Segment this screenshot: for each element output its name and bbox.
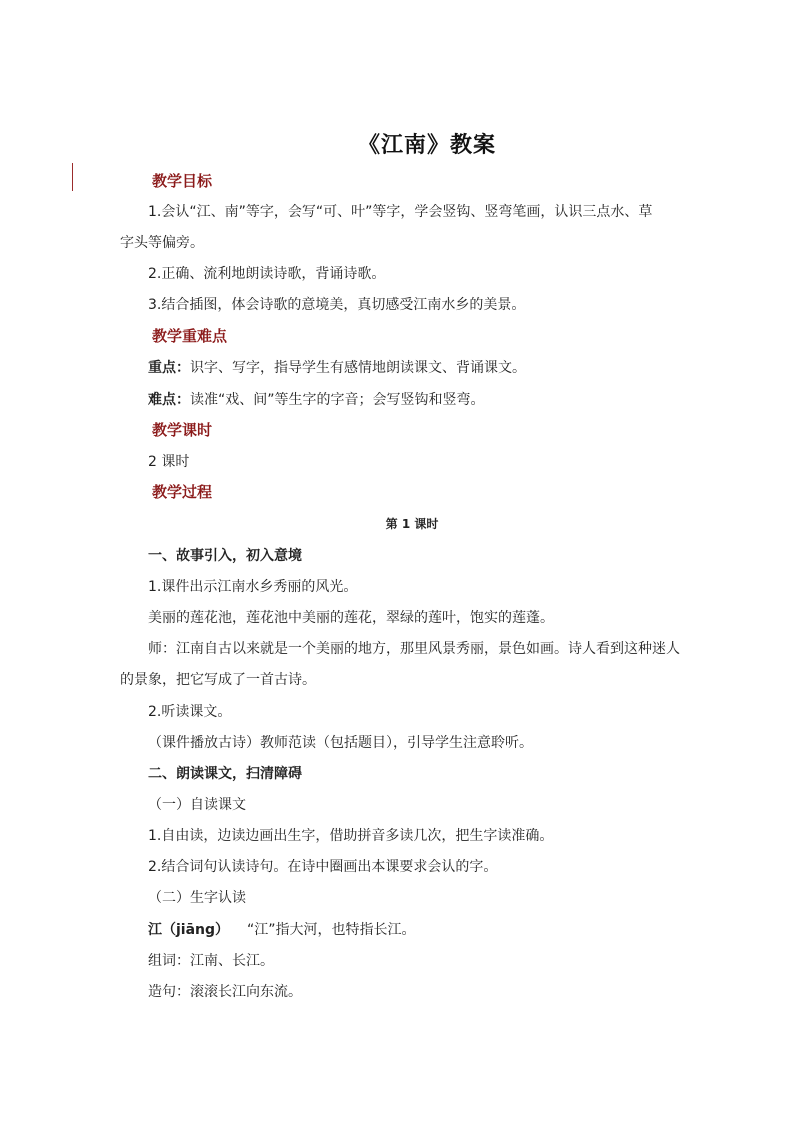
character-explanation: “江”指大河，也特指长江。 [247, 922, 416, 938]
difficult-point-line [148, 390, 485, 410]
part1-heading: 一、故事引入，初入意境 [148, 548, 302, 564]
part1-line-1: 1.课件出示江南水乡秀丽的风光。 [148, 579, 358, 595]
part1-line-2: 美丽的莲花池，莲花池中美丽的莲花，翠绿的莲叶，饱实的莲蓬。 [148, 610, 554, 626]
goal-line-1: 1.会认“江、南”等字，会写“可、叶”等字，学会竖钩、竖弯笔画，认识三点水、草 [148, 204, 653, 220]
part1-line-5: （课件播放古诗）教师范读（包括题目），引导学生注意聆听。 [148, 735, 533, 751]
key-point-line [148, 358, 526, 378]
margin-marker [72, 163, 73, 191]
key-point-label: 重点： [148, 360, 190, 376]
words-line: 组词：江南、长江。 [148, 953, 274, 969]
key-point-text: 识字、写字，指导学生有感情地朗读课文、背诵课文。 [190, 360, 526, 376]
part2-line-4: （二）生字认读 [148, 890, 246, 906]
sentence-line: 造句：滚滚长江向东流。 [148, 984, 302, 1000]
difficult-point-label: 难点： [148, 392, 190, 408]
part1-line-4: 2.听读课文。 [148, 704, 232, 720]
goal-line-1-cont: 字头等偏旁。 [120, 235, 204, 251]
lesson-title: 第 1 课时 [385, 517, 439, 531]
heading-goals: 教学目标 [152, 172, 213, 190]
character-label: 江（jiāng） [148, 922, 230, 938]
part1-line-3-cont: 的景象，把它写成了一首古诗。 [120, 672, 316, 688]
heading-hours: 教学课时 [152, 421, 213, 439]
heading-process: 教学过程 [152, 483, 213, 501]
part2-heading: 二、朗读课文，扫清障碍 [148, 766, 302, 782]
part2-line-1: （一）自读课文 [148, 797, 246, 813]
goal-line-3: 3.结合插图，体会诗歌的意境美，真切感受江南水乡的美景。 [148, 297, 526, 313]
part1-line-3: 师：江南自古以来就是一个美丽的地方，那里风景秀丽，景色如画。诗人看到这种迷人 [148, 641, 680, 657]
part2-line-3: 2.结合词句认读诗句。在诗中圈画出本课要求会认的字。 [148, 859, 498, 875]
character-entry [148, 920, 416, 940]
goal-line-2: 2.正确、流利地朗读诗歌，背诵诗歌。 [148, 266, 386, 282]
difficult-point-text: 读准“戏、间”等生字的字音；会写竖钩和竖弯。 [190, 392, 485, 408]
part2-line-2: 1.自由读，边读边画出生字，借助拼音多读几次，把生字读准确。 [148, 828, 554, 844]
document-title: 《江南》教案 [357, 133, 496, 158]
heading-key-points: 教学重难点 [152, 327, 228, 345]
hours-text: 2 课时 [148, 454, 190, 470]
